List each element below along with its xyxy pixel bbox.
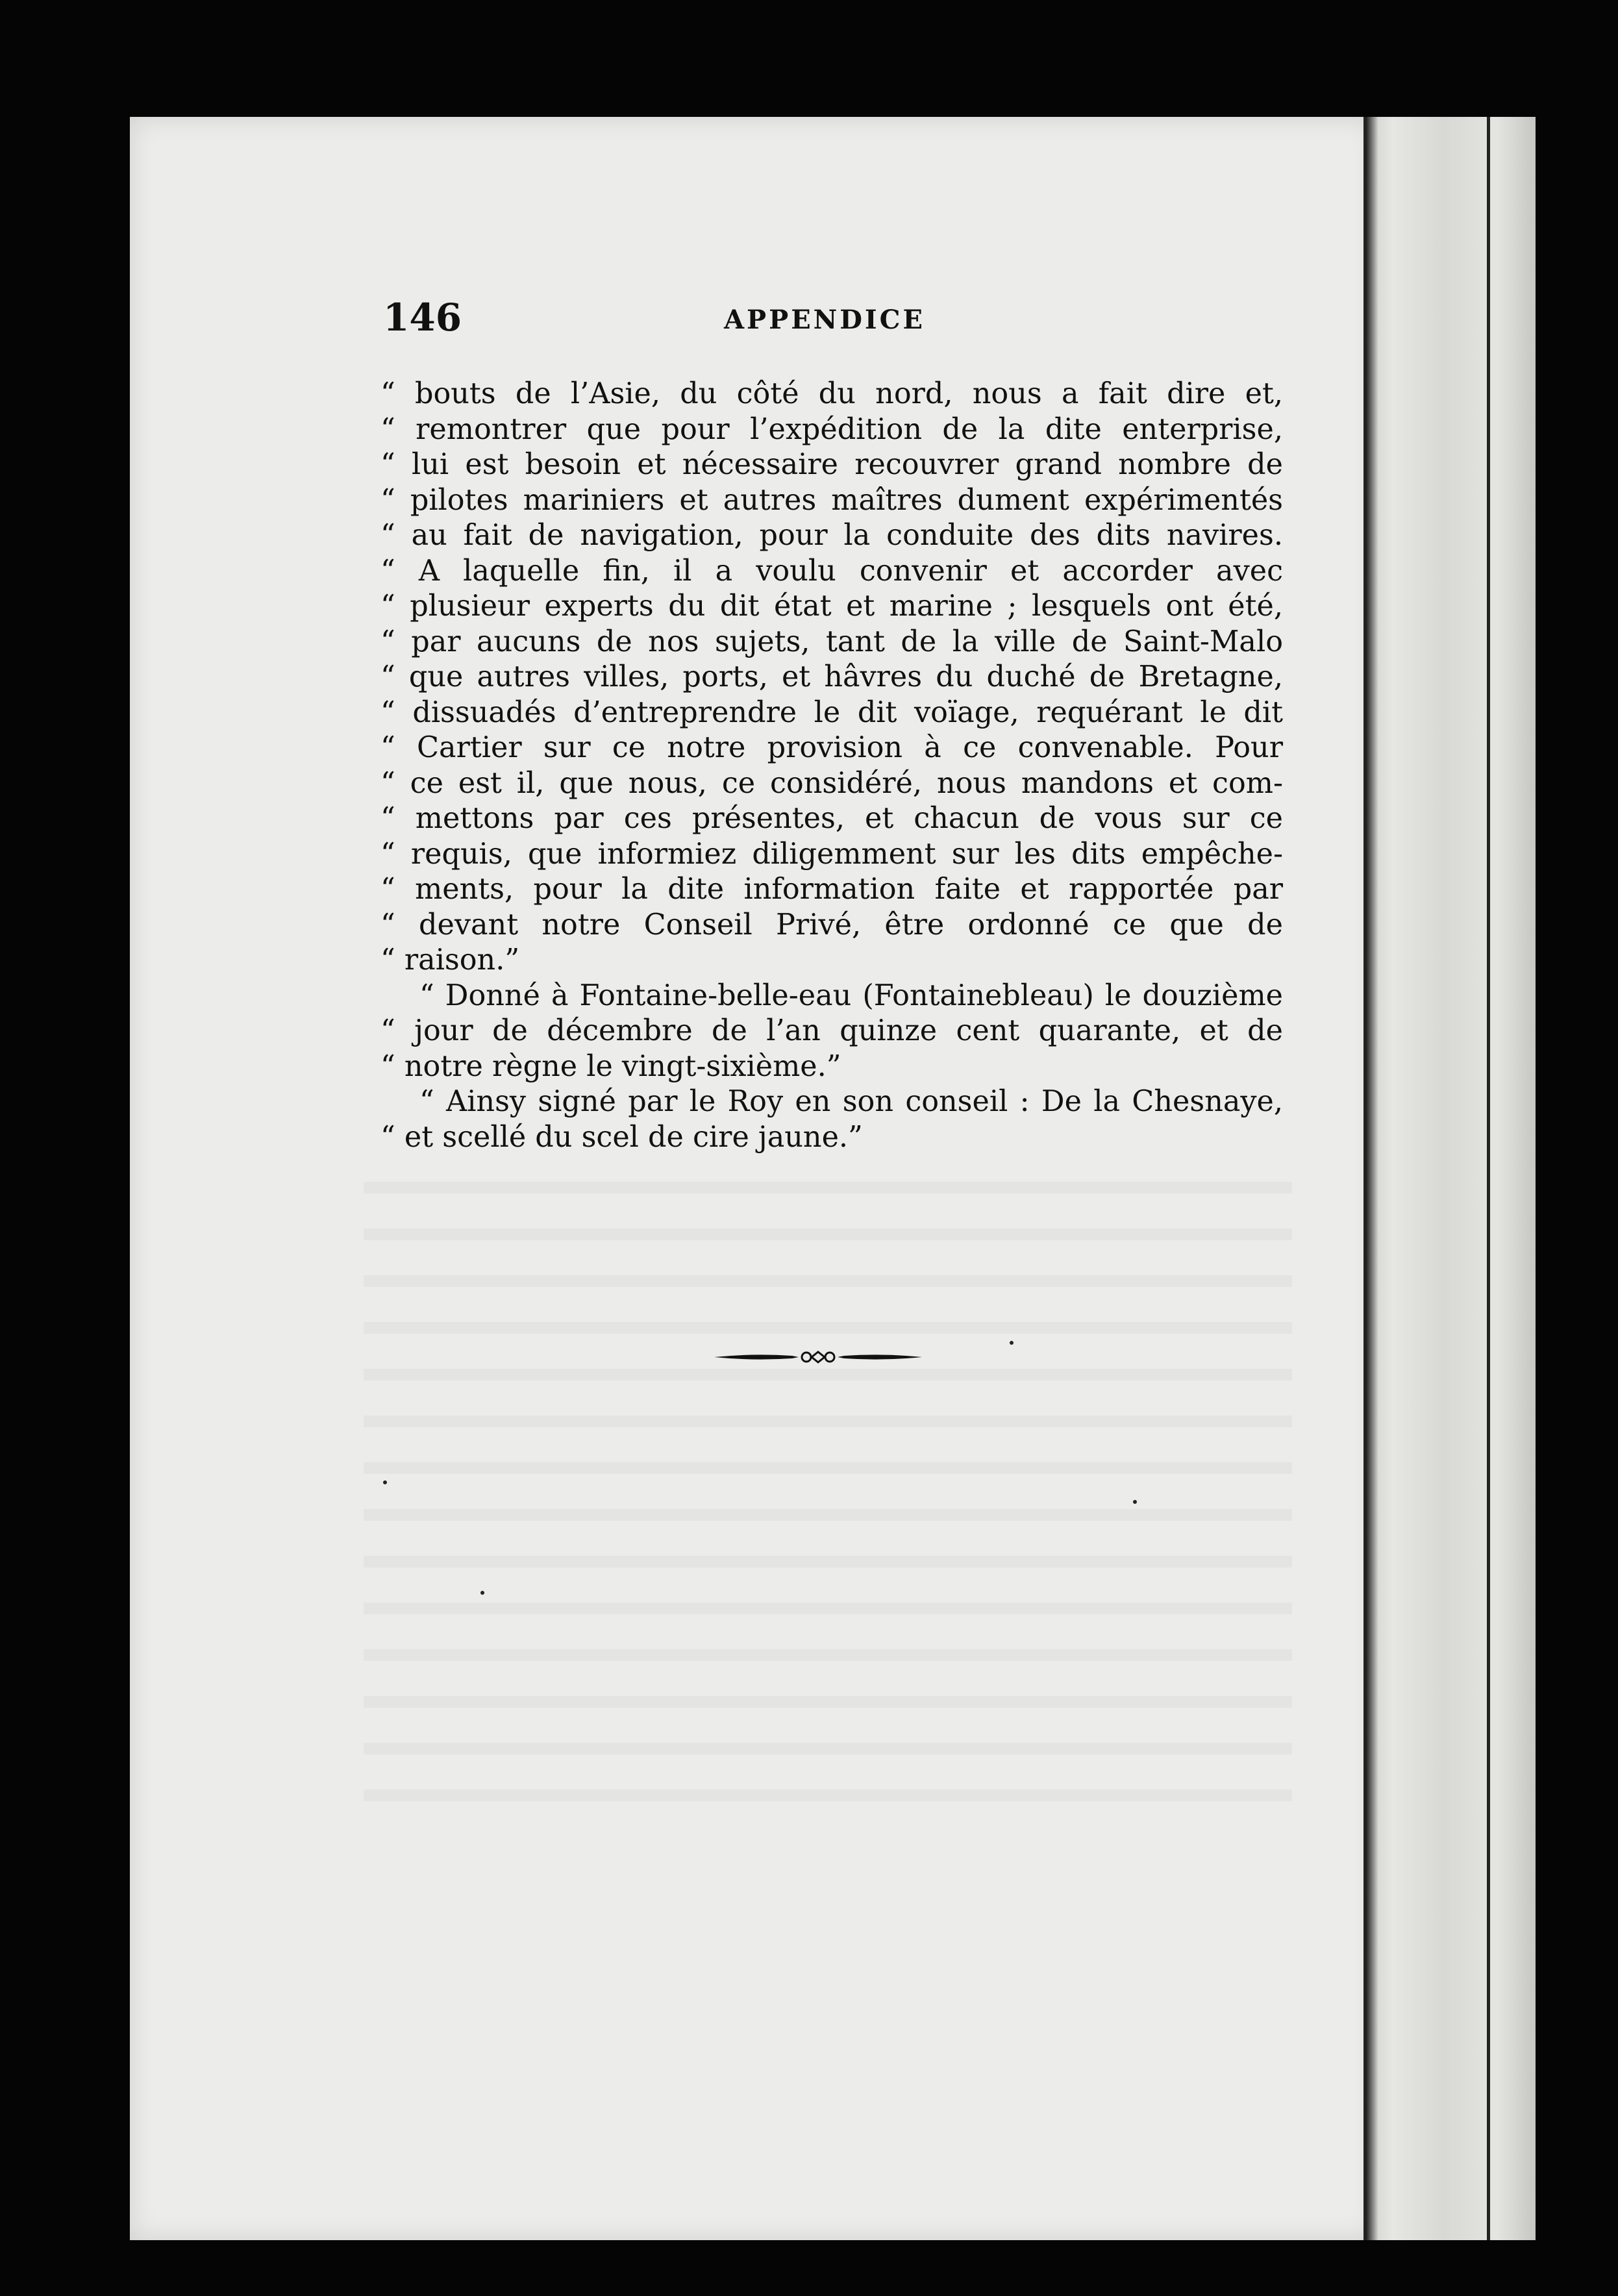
text-line: “ que autres villes, ports, et hâvres du duché de Bretagne, — [380, 660, 1283, 693]
text-line: “ mettons par ces présentes, et chacun de vous sur ce — [380, 802, 1283, 835]
page-header — [383, 295, 1279, 347]
text-line: “ raison.” — [380, 943, 520, 977]
text-line: “ lui est besoin et nécessaire recouvrer grand nombre de — [380, 448, 1283, 481]
text-line: “ Donné à Fontaine-belle-eau (Fontainebleau) le douzième — [419, 979, 1283, 1012]
text-line: “ bouts de l’Asie, du côté du nord, nous a fait dire et, — [380, 377, 1283, 410]
text-line: “ dissuadés d’entreprendre le dit voïage, requérant le dit — [380, 695, 1283, 729]
paper-speck — [383, 1480, 387, 1484]
paper-speck — [1133, 1500, 1137, 1504]
show-through-text — [364, 1182, 1292, 1805]
page-fold-line — [1487, 117, 1490, 2240]
text-line: “ jour de décembre de l’an quinze cent quarante, et de — [380, 1014, 1283, 1047]
text-line: “ devant notre Conseil Privé, être ordonné ce que de — [380, 908, 1283, 942]
text-line: “ remontrer que pour l’expédition de la dite enterprise, — [380, 412, 1283, 446]
running-head: APPENDICE — [724, 305, 925, 335]
text-line: “ et scellé du scel de cire jaune.” — [380, 1120, 863, 1154]
text-line: “ A laquelle fin, il a voulu convenir et accorder avec — [380, 554, 1283, 588]
page-fold-line — [1363, 117, 1367, 2240]
text-line: “ Ainsy signé par le Roy en son conseil : De la Chesnaye, — [419, 1085, 1283, 1118]
text-line: “ Cartier sur ce notre provision à ce convenable. Pour — [380, 731, 1283, 764]
decorative-rule-ornament-icon — [714, 1344, 922, 1370]
text-line: “ ce est il, que nous, ce considéré, nous mandons et com- — [380, 766, 1283, 800]
text-line: “ pilotes mariniers et autres maîtres dument expérimentés — [380, 483, 1283, 517]
adjacent-page-edge — [1367, 117, 1536, 2240]
text-line: “ au fait de navigation, pour la conduite des dits navires. — [380, 519, 1283, 552]
paper-speck — [1010, 1341, 1014, 1345]
text-line: “ requis, que informiez diligemment sur les dits empêche- — [380, 837, 1283, 871]
page-number: 146 — [383, 295, 462, 340]
text-line: “ ments, pour la dite information faite et rapportée par — [380, 873, 1283, 906]
text-line: “ par aucuns de nos sujets, tant de la ville de Saint-Malo — [380, 625, 1283, 658]
paper-speck — [480, 1591, 484, 1595]
text-line: “ notre règne le vingt-sixième.” — [380, 1049, 841, 1083]
text-line: “ plusieur experts du dit état et marine ; lesquels ont été, — [380, 590, 1283, 623]
body-text — [380, 377, 1283, 1155]
